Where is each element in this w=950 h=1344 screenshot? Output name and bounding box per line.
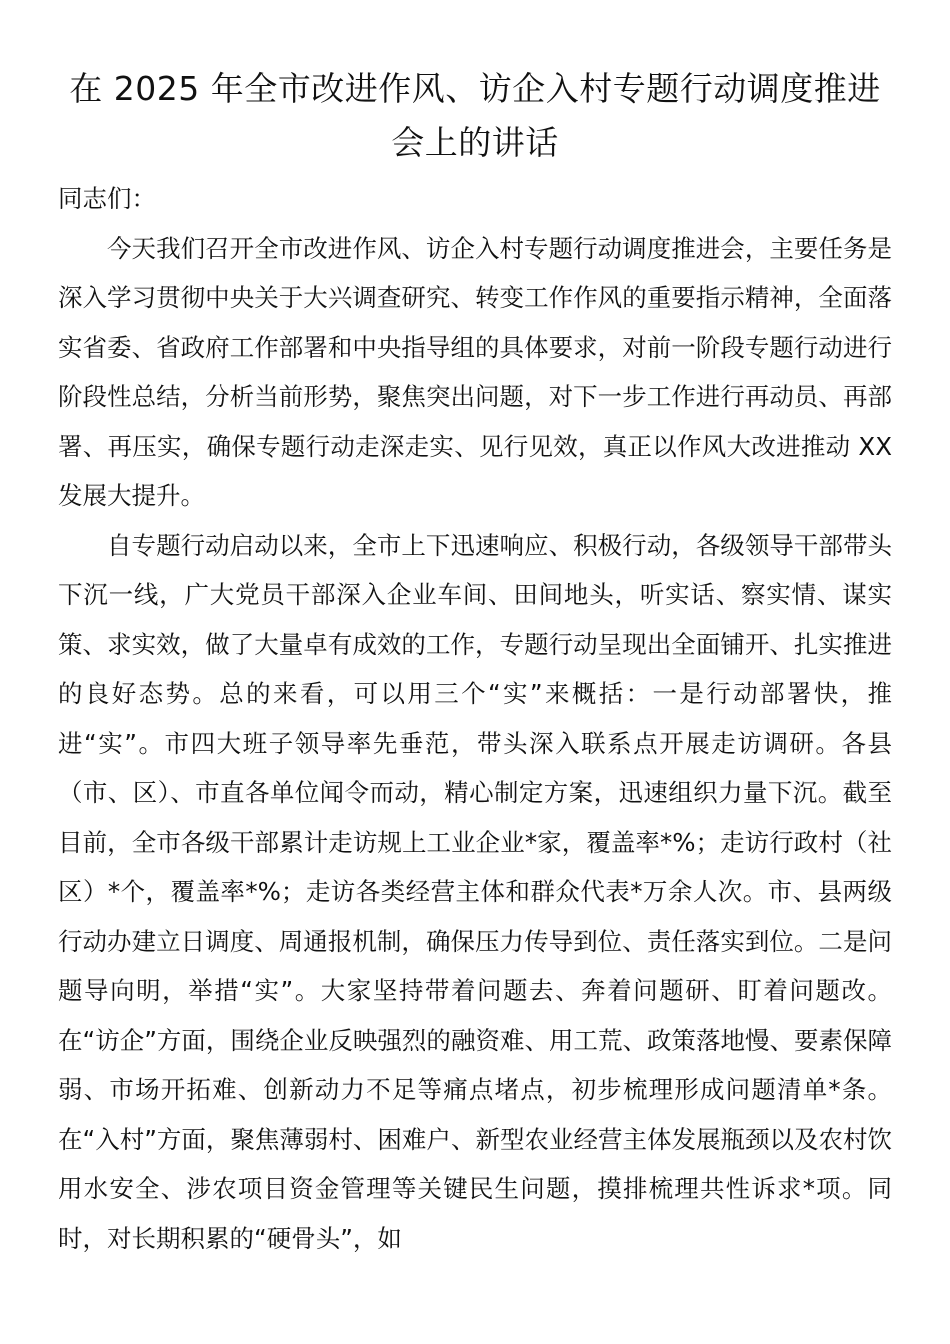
- document-title: 在 2025 年全市改进作风、访企入村专题行动调度推进会上的讲话: [69, 69, 881, 162]
- paragraph-1: 今天我们召开全市改进作风、访企入村专题行动调度推进会，主要任务是深入学习贯彻中央关于大兴调查研究、转变工作作风的重要指示精神，全面落实省委、省政府工作部署和中央指导组的具体要求，对前一阶段专题行动进行阶段性总结，分析当前形势，聚焦突出问题，对下一步工作进行再动员、再部署、再压实，确保专题行动走深走实、见行见效，真正以作风大改进推动 XX 发展大提升。: [58, 233, 892, 510]
- paragraph-2: 自专题行动启动以来，全市上下迅速响应、积极行动，各级领导干部带头下沉一线，广大党员干部深入企业车间、田间地头，听实话、察实情、谋实策、求实效，做了大量卓有成效的工作，专题行动呈现出全面铺开、扎实推进的良好态势。总的来看，可以用三个“实”来概括：一是行动部署快，推进“实”。市四大班子领导率先垂范，带头深入联系点开展走访调研。各县（市、区）、市直各单位闻令而动，精心制定方案，迅速组织力量下沉。截至目前，全市各级干部累计走访规上工业企业*家，覆盖率*%；走访行政村（社区）*个，覆盖率*%；走访各类经营主体和群众代表*万余人次。市、县两级行动办建立日调度、周通报机制，确保压力传导到位、责任落实到位。二是问题导向明，举措“实”。大家坚持带着问题去、奔着问题研、盯着问题改。在“访企”方面，围绕企业反映强烈的融资难、用工荒、政策落地慢、要素保障弱、市场开拓难、创新动力不足等痛点堵点，初步梳理形成问题清单*条。在“入村”方面，聚焦薄弱村、困难户、新型农业经营主体发展瓶颈以及农村饮用水安全、涉农项目资金管理等关键民生问题，摸排梳理共性诉求*项。同时，对长期积累的“硬骨头”，如: [58, 530, 892, 1253]
- document-page: [58, 62, 892, 1263]
- salutation: 同志们：: [58, 184, 156, 213]
